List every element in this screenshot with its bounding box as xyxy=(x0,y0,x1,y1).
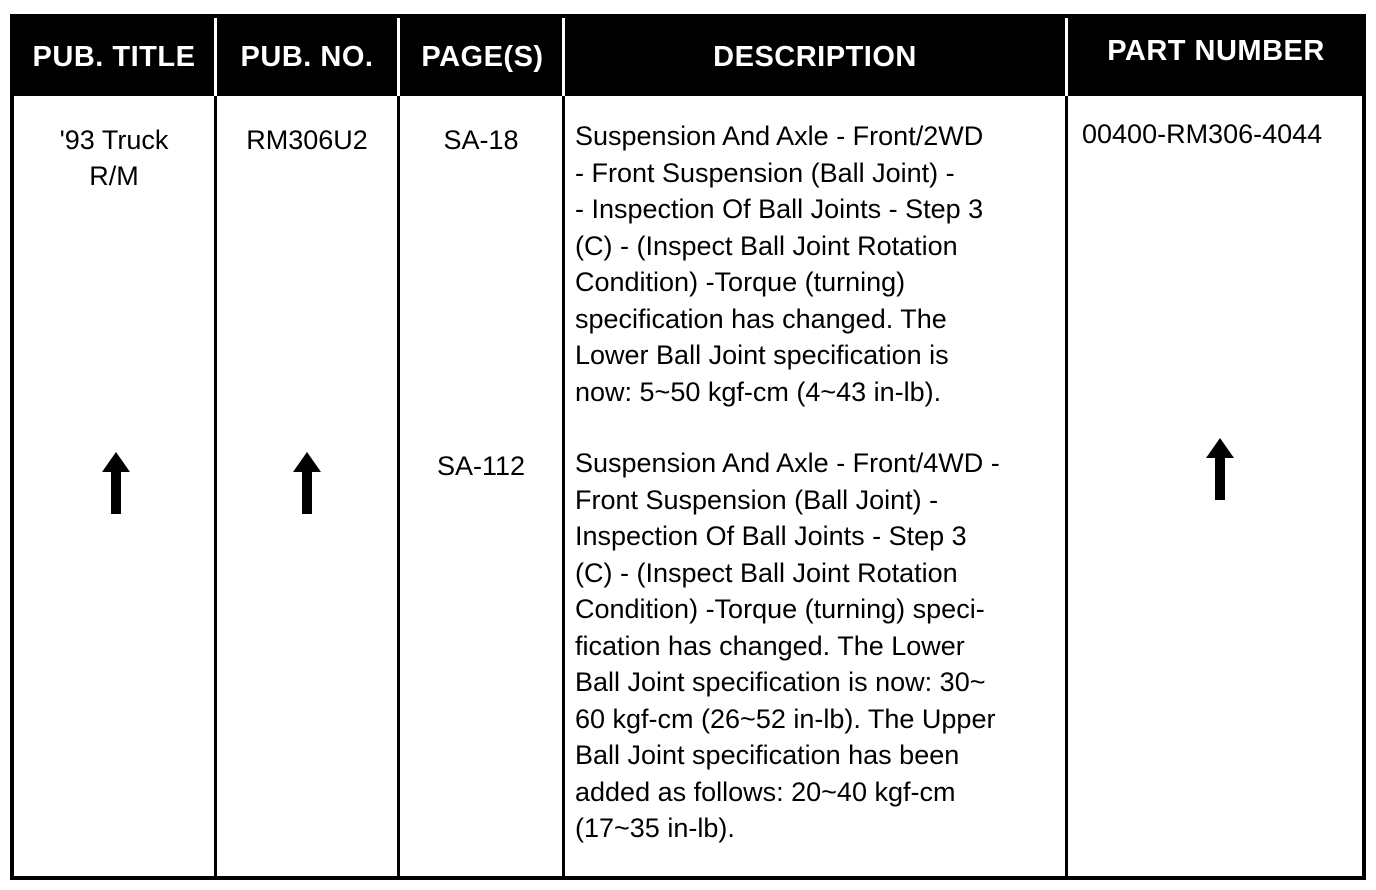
up-arrow-icon xyxy=(293,452,321,514)
description-line: - Inspection Of Ball Joints - Step 3 xyxy=(575,194,984,224)
description-line: Ball Joint specification is now: 30~ xyxy=(575,667,986,697)
header-description: DESCRIPTION xyxy=(713,40,917,73)
description-line: Suspension And Axle - Front/2WD xyxy=(575,121,984,151)
pub-title-cell xyxy=(14,122,214,194)
description-line: Suspension And Axle - Front/4WD - xyxy=(575,448,1000,478)
description-line: Front Suspension (Ball Joint) - xyxy=(575,484,939,515)
page-cell: SA-18 xyxy=(443,125,519,155)
description-line: Inspection Of Ball Joints - Step 3 xyxy=(575,521,967,551)
description-line: (17~35 in-lb). xyxy=(575,813,735,843)
description-line: specification has changed. The xyxy=(575,303,947,334)
header-divider xyxy=(562,18,565,96)
description-line: now: 5~50 kgf-cm (4~43 in-lb). xyxy=(575,376,942,407)
description-line: fication has changed. The Lower xyxy=(575,630,965,661)
description-line: Condition) -Torque (turning) speci- xyxy=(575,594,985,624)
column-divider xyxy=(562,18,565,876)
description-line: (C) - (Inspect Ball Joint Rotation xyxy=(575,557,958,588)
header-divider xyxy=(397,18,400,96)
header-pub-title: PUB. TITLE xyxy=(32,40,196,73)
header-divider xyxy=(214,18,217,96)
description-line: Lower Ball Joint specification is xyxy=(575,340,949,370)
description-cell xyxy=(575,118,1061,410)
header-pub-no: PUB. NO. xyxy=(240,40,374,73)
header-part-number: PART NUMBER xyxy=(1107,34,1325,67)
description-line: - Front Suspension (Ball Joint) - xyxy=(575,157,955,188)
description-line: (C) - (Inspect Ball Joint Rotation xyxy=(575,230,958,261)
description-line: added as follows: 20~40 kgf-cm xyxy=(575,776,956,807)
description-cell xyxy=(575,445,1061,847)
pub-no-cell: RM306U2 xyxy=(246,125,368,155)
description-line: 60 kgf-cm (26~52 in-lb). The Upper xyxy=(575,703,996,734)
pub-title-line: R/M xyxy=(89,161,139,191)
description-line: Ball Joint specification has been xyxy=(575,740,960,770)
part-number-cell: 00400-RM306-4044 xyxy=(1082,119,1323,149)
header-pages: PAGE(S) xyxy=(421,40,544,73)
up-arrow-icon xyxy=(1206,438,1234,500)
up-arrow-icon xyxy=(102,452,130,514)
column-divider xyxy=(1065,18,1068,876)
description-line: Condition) -Torque (turning) xyxy=(575,267,906,297)
header-divider xyxy=(1065,18,1068,96)
revision-table xyxy=(10,14,1366,880)
page-cell: SA-112 xyxy=(436,451,526,481)
pub-title-line: '93 Truck xyxy=(59,125,169,155)
